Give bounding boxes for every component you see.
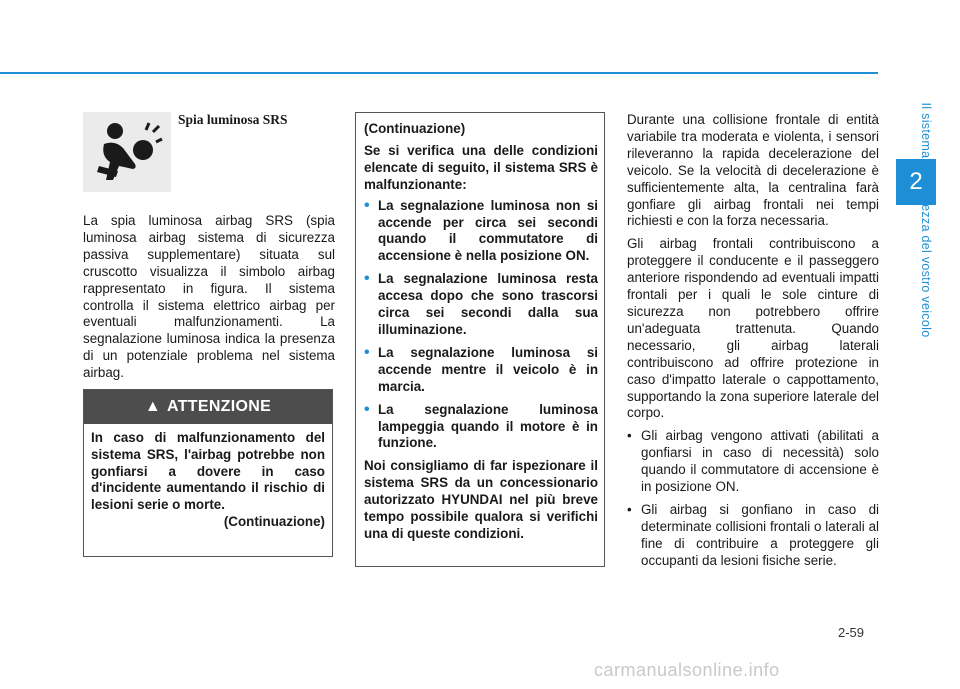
airbag-list	[627, 428, 879, 569]
bullet-icon: •	[627, 428, 632, 444]
warning-continued: (Continuazione)	[223, 513, 325, 529]
warning-text: In caso di malfunzionamento del sistema SRS, l'airbag potrebbe non gonfiarsi a dovere in caso d'incidente aumentando il rischio di lesioni serie o morte.	[91, 430, 325, 513]
airbag-warning-icon	[91, 120, 163, 184]
continuation-outro: Noi consigliamo di far ispezionare il sistema SRS da un concessionario autorizzato HYUNDAI nel più breve tempo possibile qualora si verifichi una di queste condizioni.	[364, 458, 598, 541]
malfunction-list	[364, 198, 598, 453]
list-item: • Gli airbag si gonfiano in caso di determinate collisioni frontali o laterali al fine di contribuire a proteggere gli occupanti da lesioni fisiche serie.	[627, 501, 879, 568]
warning-body	[84, 424, 332, 531]
list-item: • La segnalazione luminosa lampeggia quando il motore è in funzione.	[364, 400, 598, 451]
continuation-title: (Continuazione)	[364, 121, 466, 136]
warning-triangle-icon: ▲	[144, 398, 162, 415]
intro-paragraph: La spia luminosa airbag SRS (spia luminosa airbag sistema di sicurezza passiva supplementare) situata sul cruscotto visualizza il simbolo airbag rappresentato in figura. Il sistema controlla il sistema elettrico airbag per eventuali malfunzionamenti. La segnalazione luminosa indica la presenza di un potenziale problema nel sistema airbag.	[83, 213, 335, 381]
paragraph: Durante una collisione frontale di entità variabile tra moderata e violenta, i sensori rileveranno la rapida decelerazione del veicolo. Se la velocità di decelerazione è sufficientemente alta, la centralina farà gonfiare gli airbag frontali nei tempi richiesti e con la forza necessaria.	[627, 112, 879, 229]
list-item: • La segnalazione luminosa non si accende per circa sei secondi quando il commutatore di accensione è nella posizione ON.	[364, 196, 598, 264]
right-column	[627, 112, 879, 576]
warning-heading: ATTENZIONE	[167, 398, 272, 415]
bullet-icon: •	[364, 270, 370, 288]
continuation-box	[355, 112, 605, 567]
watermark: carmanualsonline.info	[594, 660, 780, 680]
bullet-icon: •	[364, 196, 370, 214]
section-title-vertical	[913, 102, 933, 470]
bullet-icon: •	[627, 501, 632, 517]
paragraph: Gli airbag frontali contribuiscono a proteggere il conducente e il passeggero anteriore rispondendo ad eventuali impatti frontali per i quali le sole cinture di sicurezza non potrebbero offrire un'adeguata trattenuta. Quando necessario, gli airbag laterali contribuiscono ad offrire protezione in caso d'impatto laterale o cappottamento, supportando la zona superiore laterale del corpo.	[627, 236, 879, 421]
page-number: 2-59	[838, 625, 865, 640]
header-rule	[0, 72, 878, 74]
continuation-intro: Se si verifica una delle condizioni elencate di seguito, il sistema SRS è malfunzionante:	[364, 142, 598, 192]
list-item: • Gli airbag vengono attivati (abilitati a gonfiarsi in caso di necessità) solo quando il commutatore di accensione è in posizione ON.	[627, 428, 879, 495]
warning-box	[83, 389, 333, 557]
warning-header	[84, 390, 332, 424]
section-heading: Spia luminosa SRS	[178, 112, 288, 127]
bullet-icon: •	[364, 400, 370, 418]
airbag-warning-icon-box	[83, 112, 171, 192]
list-item: • La segnalazione luminosa si accende mentre il veicolo è in marcia.	[364, 343, 598, 394]
chapter-number: 2	[909, 168, 923, 195]
bullet-icon: •	[364, 343, 370, 361]
list-item: • La segnalazione luminosa resta accesa dopo che sono trascorsi circa sei secondi dalla sua illuminazione.	[364, 270, 598, 337]
section-title: Il sistema di sicurezza del vostro veicolo	[919, 102, 933, 338]
